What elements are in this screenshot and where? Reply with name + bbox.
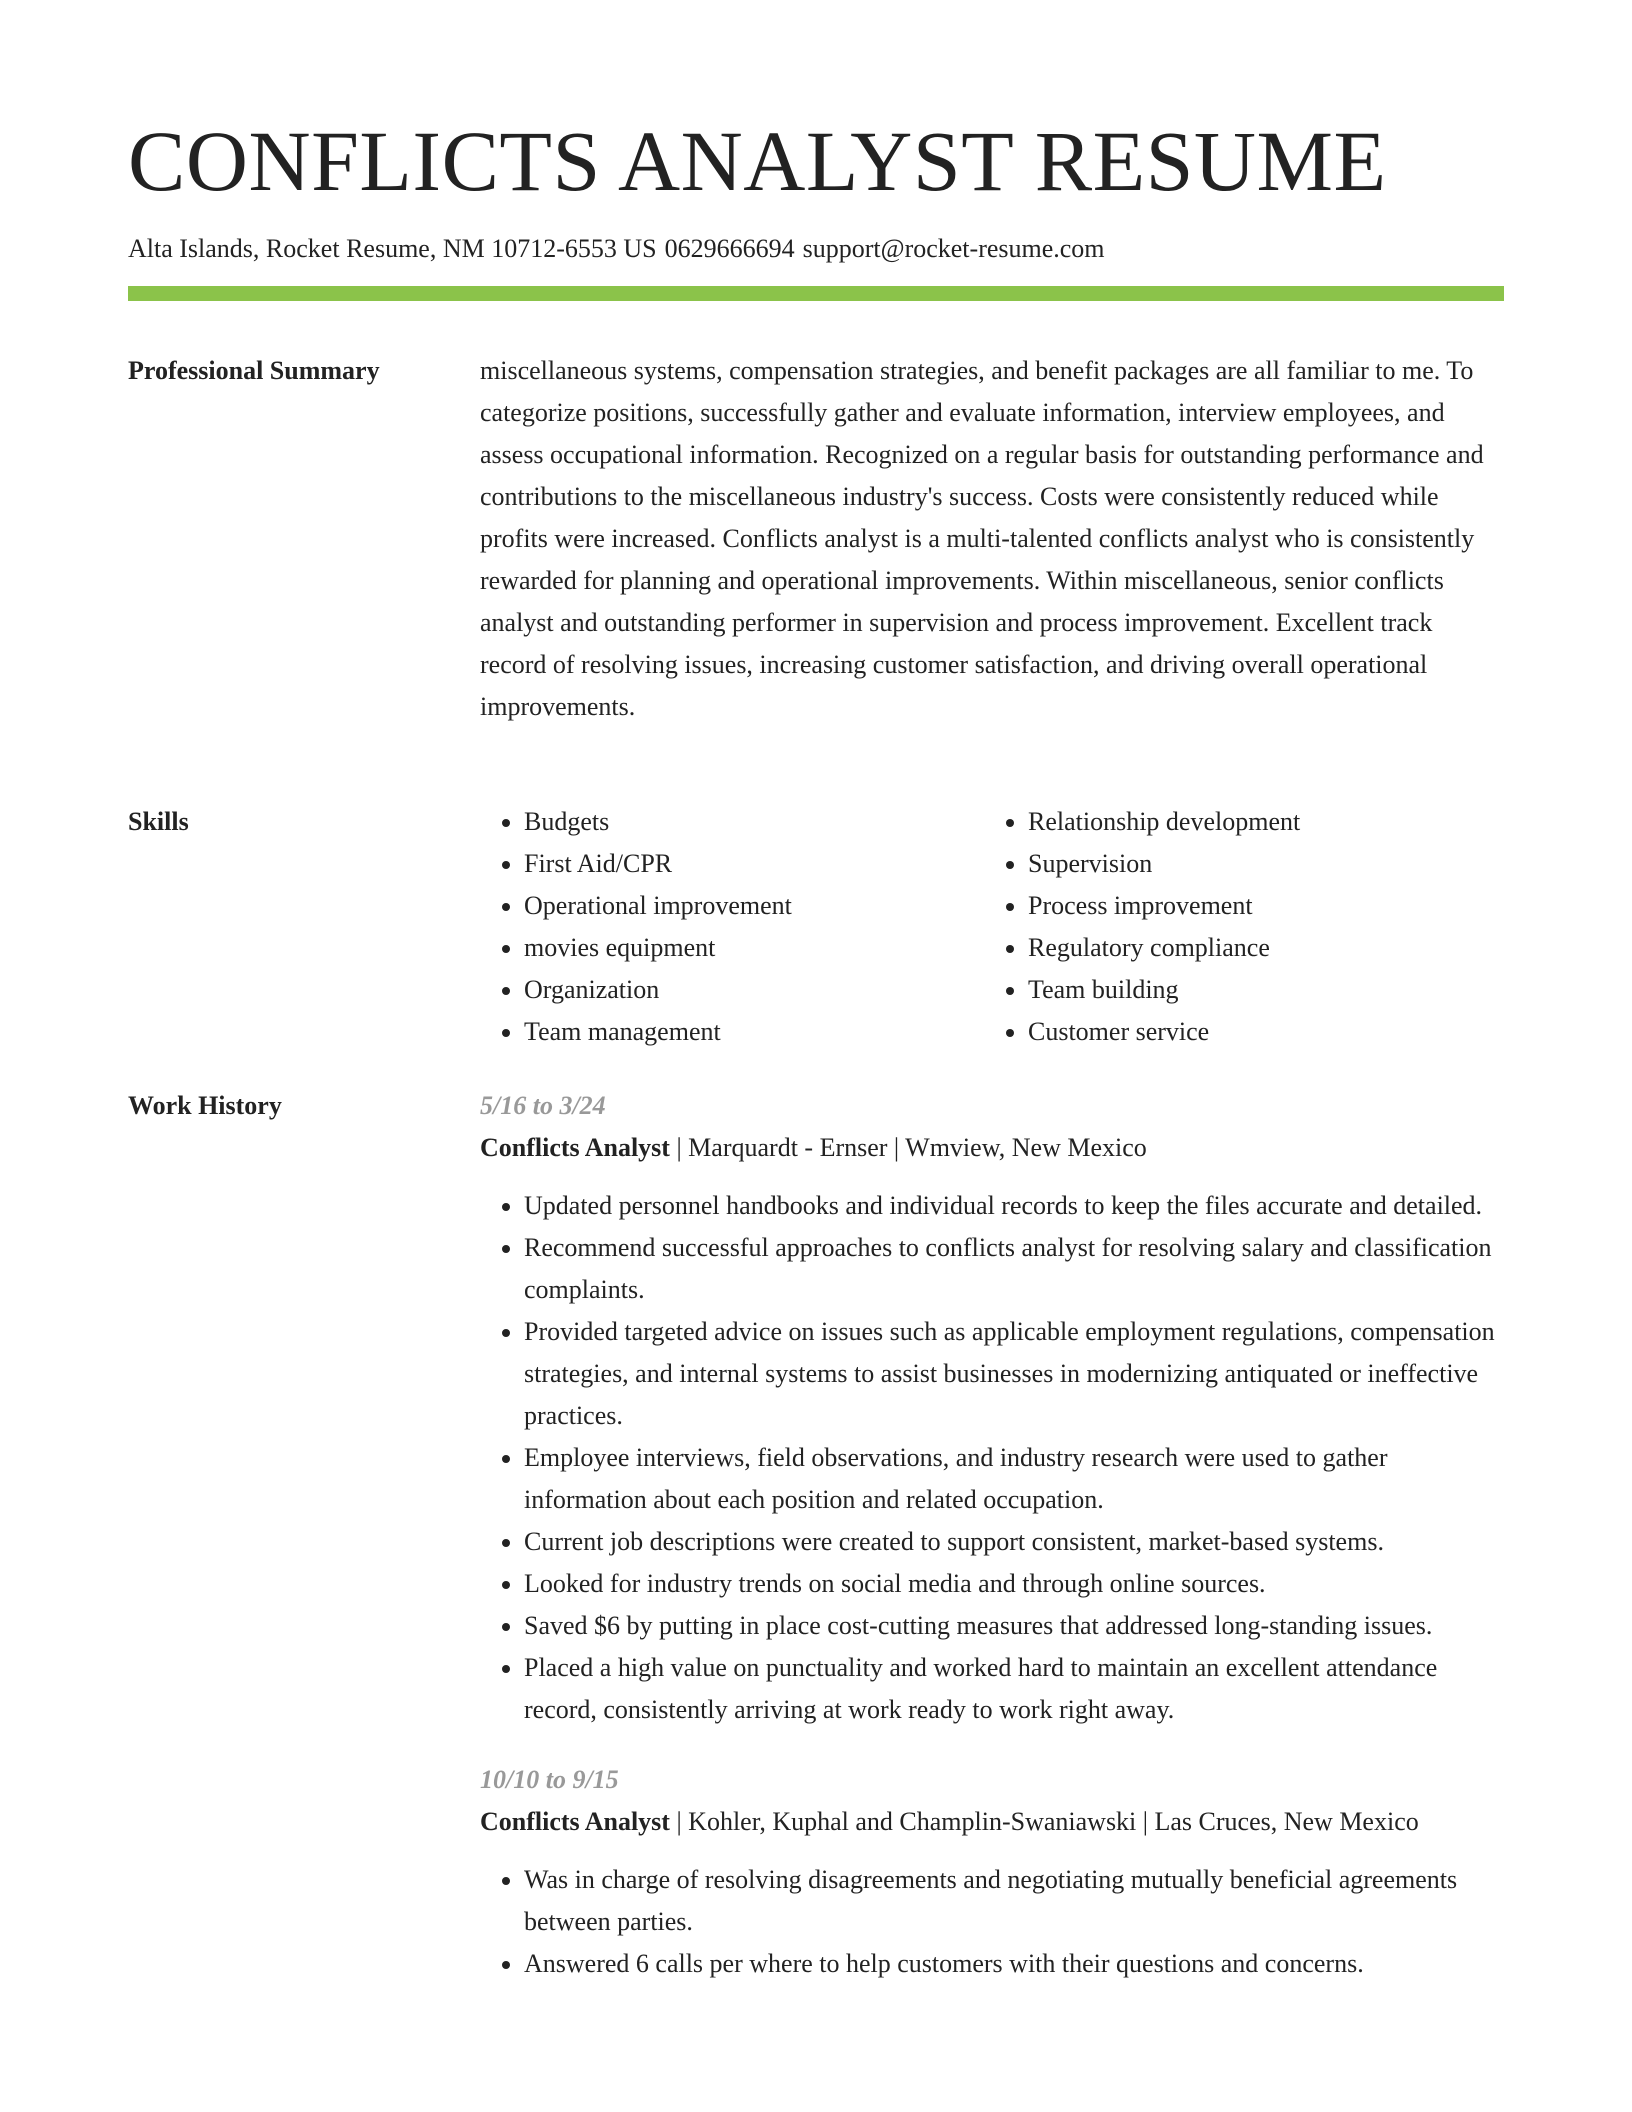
- skills-body: [480, 801, 1504, 1053]
- summary-heading: Professional Summary: [128, 356, 380, 385]
- skill-item: • Supervision: [1028, 843, 1488, 885]
- skill-item: • Process improvement: [1028, 885, 1488, 927]
- skill-item: • Customer service: [1028, 1011, 1488, 1053]
- job-bullet: • Current job descriptions were created to support consistent, market-based systems.: [524, 1521, 1504, 1563]
- contact-phone: 0629666694: [664, 234, 795, 263]
- contact-address: Alta Islands, Rocket Resume, NM 10712-6553 US: [128, 234, 657, 263]
- job-bullet: • Provided targeted advice on issues such as applicable employment regulations, compensation strategies, and internal systems to assist businesses in modernizing antiquated or ineffective practices.: [524, 1311, 1504, 1437]
- job-details: | Marquardt - Ernser | Wmview, New Mexico: [669, 1133, 1147, 1162]
- work-history-body: [480, 1085, 1504, 2013]
- job-details: | Kohler, Kuphal and Champlin-Swaniawski | Las Cruces, New Mexico: [669, 1807, 1419, 1836]
- job-title: Conflicts Analyst: [480, 1807, 670, 1836]
- job-entry: [480, 1085, 1504, 1731]
- skills-list-right: [984, 801, 1488, 1053]
- skill-item: • First Aid/CPR: [524, 843, 984, 885]
- skill-item: • Regulatory compliance: [1028, 927, 1488, 969]
- job-bullet: • Recommend successful approaches to conflicts analyst for resolving salary and classification complaints.: [524, 1227, 1504, 1311]
- skill-item: • Budgets: [524, 801, 984, 843]
- skills-list-left: [480, 801, 984, 1053]
- job-bullet-list: [480, 1859, 1504, 1985]
- job-dates: 5/16 to 3/24: [480, 1091, 606, 1120]
- job-bullet: • Updated personnel handbooks and individual records to keep the files accurate and detailed.: [524, 1185, 1504, 1227]
- job-bullet-list: [480, 1185, 1504, 1731]
- skill-item: • movies equipment: [524, 927, 984, 969]
- skill-item: • Organization: [524, 969, 984, 1011]
- job-bullet: • Saved $6 by putting in place cost-cutting measures that addressed long-standing issues.: [524, 1605, 1504, 1647]
- contact-email[interactable]: support@rocket-resume.com: [802, 234, 1105, 263]
- job-bullet: • Placed a high value on punctuality and worked hard to maintain an excellent attendance record, consistently arriving at work ready to work right away.: [524, 1647, 1504, 1731]
- job-bullet: • Was in charge of resolving disagreements and negotiating mutually beneficial agreements between parties.: [524, 1859, 1504, 1943]
- job-header: [480, 1801, 1504, 1843]
- skill-item: • Team management: [524, 1011, 984, 1053]
- skills-heading: Skills: [128, 807, 189, 836]
- skill-item: • Team building: [1028, 969, 1488, 1011]
- contact-line: [128, 232, 1113, 266]
- work-history-heading: Work History: [128, 1091, 282, 1120]
- summary-body: [480, 350, 1504, 728]
- job-bullet: • Answered 6 calls per where to help customers with their questions and concerns.: [524, 1943, 1504, 1985]
- header-divider: [128, 286, 1504, 301]
- resume-title: CONFLICTS ANALYST RESUME: [128, 113, 1387, 209]
- job-header: [480, 1127, 1504, 1169]
- skill-item: • Operational improvement: [524, 885, 984, 927]
- skill-item: • Relationship development: [1028, 801, 1488, 843]
- job-bullet: • Employee interviews, field observations, and industry research were used to gather information about each position and related occupation.: [524, 1437, 1504, 1521]
- summary-text: miscellaneous systems, compensation strategies, and benefit packages are all familiar to me. To categorize positions, successfully gather and evaluate information, interview employees, and assess occupational information. Recognized on a regular basis for outstanding performance and contributions to the miscellaneous industry's success. Costs were consistently reduced while profits were increased. Conflicts analyst is a multi-talented conflicts analyst who is consistently rewarded for planning and operational improvements. Within miscellaneous, senior conflicts analyst and outstanding performer in supervision and process improvement. Excellent track record of resolving issues, increasing customer satisfaction, and driving overall operational improvements.: [480, 356, 1484, 721]
- job-entry: [480, 1759, 1504, 1985]
- job-bullet: • Looked for industry trends on social media and through online sources.: [524, 1563, 1504, 1605]
- job-dates: 10/10 to 9/15: [480, 1765, 619, 1794]
- job-title: Conflicts Analyst: [480, 1133, 670, 1162]
